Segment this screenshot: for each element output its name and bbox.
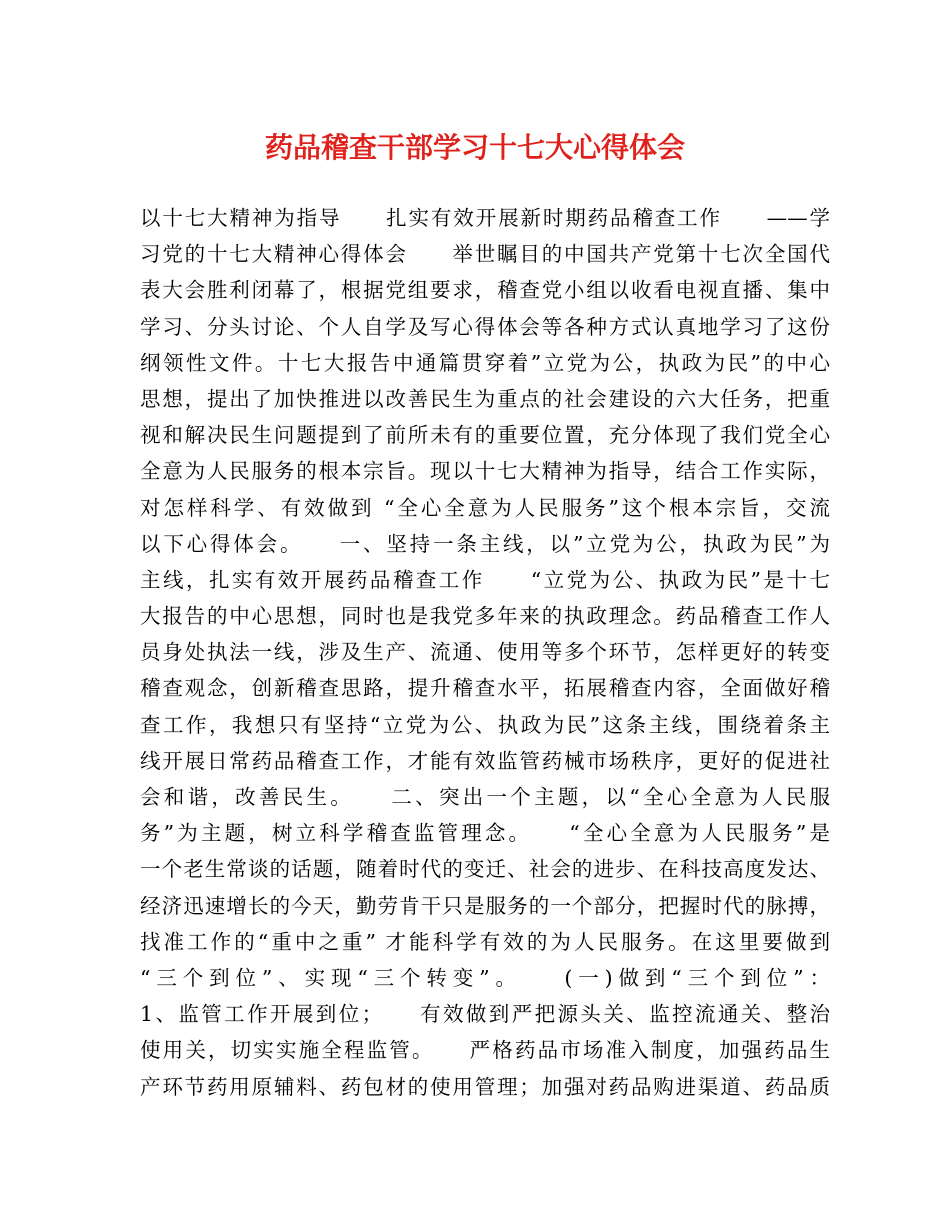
text-line: 主线，扎实有效开展药品稽查工作 “立党为公、执政为民”是十七 xyxy=(140,567,830,592)
text-line: 思想，提出了加快推进以改善民生为重点的社会建设的六大任务，把重 xyxy=(140,386,830,411)
text-line: “三个到位”、实现“三个转变”。 (一)做到“三个到位”： xyxy=(140,965,830,990)
text-line: 视和解决民生问题提到了前所未有的重要位置，充分体现了我们党全心 xyxy=(140,423,830,448)
text-line: 习党的十七大精神心得体会 举世瞩目的中国共产党第十七次全国代 xyxy=(140,242,830,267)
text-line: 全意为人民服务的根本宗旨。现以十七大精神为指导，结合工作实际， xyxy=(140,459,830,484)
text-line: 产环节药用原辅料、药包材的使用管理；加强对药品购进渠道、药品质 xyxy=(140,1074,830,1099)
text-line: 找准工作的“重中之重” 才能科学有效的为人民服务。在这里要做到 xyxy=(140,929,830,954)
text-line: 以下心得体会。 一、坚持一条主线，以”立党为公，执政为民”为 xyxy=(140,531,830,556)
text-line: 经济迅速增长的今天，勤劳肯干只是服务的一个部分，把握时代的脉搏， xyxy=(140,893,830,918)
text-line: 表大会胜利闭幕了，根据党组要求，稽查党小组以收看电视直播、集中 xyxy=(140,278,830,303)
document-body xyxy=(140,200,830,1105)
text-line: 查工作，我想只有坚持“立党为公、执政为民”这条主线，围绕着条主 xyxy=(140,712,830,737)
text-line: 1、监管工作开展到位； 有效做到严把源头关、监控流通关、整治 xyxy=(140,1002,830,1027)
text-line: 会和谐，改善民生。 二、突出一个主题，以“全心全意为人民服 xyxy=(140,785,830,809)
document-title: 药品稽查干部学习十七大心得体会 xyxy=(264,131,685,164)
text-line: 一个老生常谈的话题，随着时代的变迁、社会的进步、在科技高度发达、 xyxy=(140,857,830,882)
text-line: 员身处执法一线，涉及生产、流通、使用等多个环节，怎样更好的转变 xyxy=(140,640,830,665)
text-line: 大报告的中心思想，同时也是我党多年来的执政理念。药品稽查工作人 xyxy=(140,604,830,629)
text-line: 使用关，切实实施全程监管。 严格药品市场准入制度，加强药品生 xyxy=(140,1038,830,1063)
text-line: 纲领性文件。十七大报告中通篇贯穿着”立党为公，执政为民”的中心 xyxy=(140,350,830,375)
text-line: 学习、分头讨论、个人自学及写心得体会等各种方式认真地学习了这份 xyxy=(140,314,830,339)
text-line: 务”为主题，树立科学稽查监管理念。 “全心全意为人民服务”是 xyxy=(140,821,830,846)
text-line: 线开展日常药品稽查工作，才能有效监管药械市场秩序，更好的促进社 xyxy=(140,748,830,773)
text-line: 稽查观念，创新稽查思路，提升稽查水平，拓展稽查内容，全面做好稽 xyxy=(140,676,830,701)
text-line: 对怎样科学、有效做到 “全心全意为人民服务”这个根本宗旨，交流 xyxy=(140,495,830,520)
text-line: 以十七大精神为指导 扎实有效开展新时期药品稽查工作 ——学 xyxy=(140,206,830,230)
